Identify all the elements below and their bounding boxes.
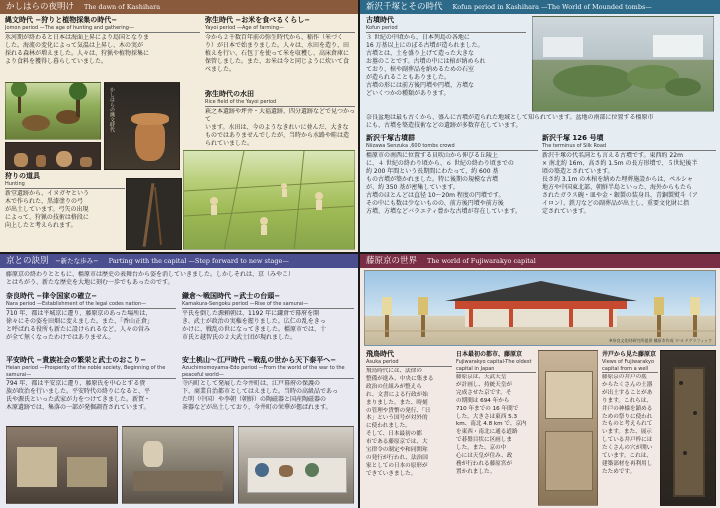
header-en: Kofun period in Kashihara —The World of Mounded tombs—	[452, 3, 652, 11]
header-title: 藤原京の世界	[366, 256, 418, 266]
section-body: 今から２千数百年前の弥生時代から、稲作（米づく り）が日本で始まりました。人々は、水田を造り、田 植えを行い、石包丁を使って米を収穫し、高床倉庫に 保管しました。また、お米は今と同じように炊いて食 べました。	[205, 34, 350, 73]
bow-image	[126, 178, 182, 250]
section-title: 弥生時代の水田	[205, 90, 254, 98]
panel-dawn-of-kashihara	[0, 0, 358, 252]
niizawa-section	[366, 134, 538, 216]
section-subtitle: Kamakura-Sengoku period —Rise of the samurai—	[182, 301, 354, 309]
section-subtitle: Nara period —Establishment of the legal codes nation—	[6, 301, 176, 309]
section-subtitle: Hunting	[5, 181, 125, 189]
section-subtitle: Kofun period	[366, 25, 526, 33]
header-title: 京との訣別	[6, 256, 49, 266]
rice-field-section	[205, 90, 355, 148]
panel-header	[360, 0, 720, 14]
hunting-section	[5, 172, 125, 230]
section-body: 新堂遺跡から、イヌガヤという 木で作られた、黒漆塗りの弓 が出土しています。弓矢の出現 によって、狩猟の技術は格段に 向上したと考えられます。	[5, 190, 90, 229]
header-en: Parting with the capital —Step forward to new stage—	[108, 257, 289, 265]
section-title: 奈良時代 −律令国家の確立−	[6, 292, 98, 300]
header-en: The world of Fujiwarakyo capital	[427, 257, 536, 265]
section-title: 平安時代 −貴族社会の繁栄と武士のおこり−	[6, 356, 147, 364]
panel-header	[0, 0, 358, 14]
kamakura-section	[182, 292, 354, 342]
well-section	[602, 350, 658, 477]
image-credit: ※奈良文化財研究所提供 橿原市作成 ワ-ルドグラフィック	[609, 338, 712, 343]
section-subtitle: Jomon period —The age of hunting and gathering—	[5, 25, 200, 33]
jomon-diorama-image	[5, 82, 101, 140]
section-subtitle: Views of Fujiwarakyo capital from a well	[602, 359, 658, 373]
header-title: かしはらの夜明け	[6, 2, 75, 12]
panel-header	[0, 254, 358, 268]
section-body: 飛鳥時代には、法律の 整備が進み、中央に集まる 政治の仕組みが整えら れ、文書による行政が始 まりました。また、時刻 の管理や貨幣の発行、「日 本」という国号が対外的 に使われました。 そして、日本最初の都 市である藤原京では、大 宝律令の制定や和同開珎 の発行が行われ、法治国 家としての日本の原形が できていきました。	[366, 368, 434, 477]
panel-header	[360, 254, 720, 268]
exhibit-photo-1	[6, 426, 118, 504]
section-subtitle: Yayoi period —Age of farming—	[205, 25, 355, 33]
palace-gate-illustration	[364, 270, 716, 346]
panel-kofun-period	[360, 0, 720, 252]
header-subtitle: −新たな歩み−	[55, 257, 99, 265]
tomb-model-drawing	[533, 17, 714, 112]
header-en: The dawn of Kashihara	[84, 3, 161, 11]
section-body: ３ 世紀の中頃から、日本列島の各地に 16 万基以上にのぼる古墳が造られました。 古墳とは、土を盛り上げて造った大きな お墓のことです。古墳の中には棺が納められ ており、棺や副葬品を納めるための石室 が造られることもありました。 古墳の形には前方後円墳や円墳、方墳な どいくつかの種類があります。	[366, 34, 486, 97]
section-body: 藤原京の井戸の底 からたくさんの土器 が出土することがあ ります。これらは、 井戸の神様を鎮める ための祭りに使われ たものと考えられて います。また、展示 している井戸枠には たくさんの穴が開い ています。これは、 建築部材を再利用し たためです。	[602, 374, 653, 475]
section-title: 新沢千塚 126 号墳	[542, 134, 604, 142]
jomon-display-image	[5, 142, 101, 170]
section-body: 794 年、都は平安京に遷り、藤原氏を中心とする貴 族が政治を行いました。平安時代の終りになると、平 氏や源氏といった武家が力をつけてきました。新賀・ 木原遺跡では、集落の一部が発掘調査されています。	[6, 380, 151, 411]
kofun-model-image	[532, 16, 714, 112]
section-title: 飛鳥時代	[366, 350, 394, 358]
yayoi-section	[205, 16, 355, 74]
well-frame-image	[660, 350, 716, 506]
jomon-section	[5, 16, 200, 66]
capital-model-image	[538, 350, 598, 506]
section-title: 弥生時代 −お米を食べるくらし−	[205, 16, 311, 24]
section-title: 日本最初の都市、藤原京	[456, 351, 523, 358]
exhibit-photo-2	[122, 426, 234, 504]
diorama-drawing	[6, 83, 101, 140]
intro-paragraph: 藤原京の終わりとともに、橿原市は歴史の表舞台から姿を消していきました。しかしそれは、京（みやこ） とはちがう、新たな歴史を大地に刻む一歩でもあったのです。	[6, 271, 295, 286]
tomb-126-section	[542, 134, 716, 216]
section-subtitle: Niizawa Senzuka ,600 tombs crowd	[366, 143, 538, 151]
asuka-section	[366, 350, 452, 479]
gate-drawing	[365, 271, 716, 346]
section-body: 萩之本遺跡や坪井・大福遺跡、四分遺跡などで見つかって います。水田は、今のようなきれいに並んだ、大きな ものではありませんでしたが、当時から水路や畦は造 られていました。	[205, 108, 355, 147]
heian-section	[6, 356, 176, 412]
nara-section	[6, 292, 176, 342]
section-subtitle: Asuka period	[366, 359, 452, 367]
panel-fujiwarakyo	[360, 254, 720, 508]
basin-paragraph: 奈良盆地は最も古くから、盛んに古墳が造られた地域として知られています。盆地の南部に位置する橿原市 にも、古墳を築造技術などの遺跡が多数存在しています。	[366, 114, 654, 129]
section-body: 氷河期が終わると日本は海面上昇により島国となりま した。海流の変化によって気温は上昇し、木の実が 採れる森林が増えました。人々は、狩猟や植物採集に より食料を獲得し暮らしていました。	[5, 34, 150, 65]
section-title: 狩りの道具	[5, 172, 40, 180]
caption: かしはらの縄文時代	[109, 87, 115, 132]
section-subtitle: Azuchimomoyama-Edo period —From the world of the war to the peaceful world—	[182, 365, 354, 379]
section-title: 安土桃山〜江戸時代 −戦乱の世から天下泰平へ−	[182, 356, 337, 364]
section-body: 710 年、都は平城京に遷り、藤原京のあった場所は、 徐々にその姿を田畑に変えました。また、「香山正倉」 と呼ばれる役所も新たに設けられるなど、人々の営み が全て無くなったわけではありません。	[6, 310, 154, 341]
section-subtitle: Heian period —Prosperity of the noble society, Beginning of the samurai—	[6, 365, 176, 379]
section-body: 橿原市の南西に位置する貝吹山から伸びる丘陵上 に、４ 世紀の終わり頃から、６ 世紀の終わり頃までの 約 200 年間という長期間にわたって、約 600 基 もの古墳が築かれました。特に後期の規模な古墳 が、約 350 基が密集しています。 古墳のほとんどは直径 10～20m 程度の円墳です。 その中にも数は少ないものの、前方後円墳や前方後 方墳、方墳などバラエティ豊かな古墳が存在しています。	[366, 152, 522, 215]
section-subtitle: Rice field of the Yayoi period	[205, 99, 355, 107]
field-drawing	[184, 151, 355, 250]
section-body: 平氏を倒した源頼朝は、1192 年に鎌倉で幕府を開 き、武士が政治の実権を握りました。広仁の乱をきっ かけに、戦乱の世になってきました。橿原市では、十 市氏と越智氏の２大武士団が現れました。	[182, 310, 327, 341]
section-body: 寺内町として発展した今井町は、江戸幕府の保護の 下、商業自治都市としてはえました。当時の高級品であっ た明（中国）や李朝（朝鮮）の陶磁器と国産陶磁器の 茶器などが出土しており、今井町の栄華が偲ばれます。	[182, 380, 338, 411]
section-body: 藤原京は、天武天皇 が計画し、持統天皇が 完成させた京です。そ の期間は 694 年から 710 年までの 16 年間で した。大きさは東西 5.3 km、南北 4.8 km で、京内 を東西・南北に通る道路 で碁盤目状に区画しま した。また、京の中 心には天皇が住み、政 務が行われる藤原宮が 置かれました。	[456, 374, 527, 475]
section-title: 鎌倉〜戦国時代 −武士の台頭−	[182, 292, 281, 300]
header-title: 新沢千塚とその時代	[366, 2, 443, 12]
section-subtitle: The terminus of Silk Road	[542, 143, 716, 151]
first-city-section	[456, 350, 536, 477]
rice-field-illustration	[183, 150, 355, 250]
section-subtitle: Fujiwarakyo capital-The oldest capital in Japan	[456, 359, 536, 373]
section-title: 井戸から見た藤原京	[602, 351, 657, 358]
panel-parting-with-capital	[0, 254, 358, 508]
section-title: 古墳時代	[366, 16, 394, 24]
exhibit-photo-3	[238, 426, 354, 504]
section-title: 縄文時代 −狩りと植物採集の時代−	[5, 16, 118, 24]
section-body: 新沢千塚の代名詞とも言える古墳です。東西約 22m × 南北約 16m、高さ約 1.5m の長方形墳で、５世紀後半 頃の築造とされています。 長さ約 3.1m の木棺を納めた埋葬施設からは、ペルシャ 地方や中国東北部、朝鮮半島といった、海外からもたら されたガラス碗・皿や金・銀製の装身具、青銅製熨斗（ア イロン）、鉄刀などの副葬品が出土し、重要文化財に指 定されています。	[542, 152, 698, 215]
azuchi-edo-section	[182, 356, 354, 412]
section-title: 新沢千塚古墳群	[366, 134, 415, 142]
kofun-section	[366, 16, 526, 98]
pottery-image	[104, 82, 180, 170]
